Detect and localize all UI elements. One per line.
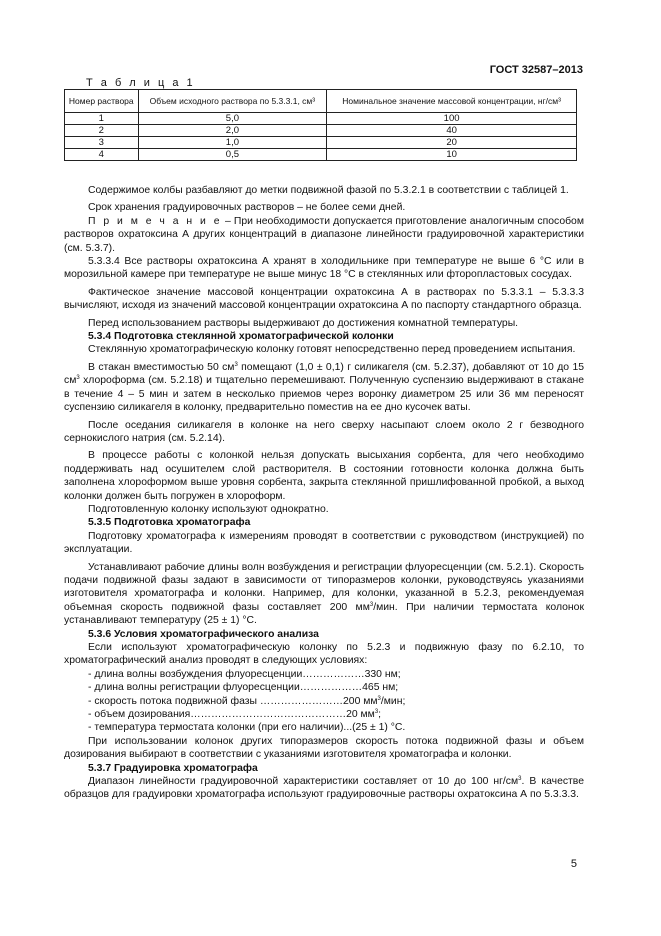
note-label: П р и м е ч а н и е bbox=[88, 215, 222, 227]
table-row bbox=[65, 137, 577, 149]
table-row bbox=[65, 125, 577, 137]
page-number: 5 bbox=[570, 858, 577, 870]
text-run: - объем дозирования………………………………………20 мм bbox=[88, 709, 375, 721]
list-item bbox=[64, 708, 584, 721]
section-heading: 5.3.4 Подготовка стеклянной хроматографической колонки bbox=[88, 331, 394, 343]
superscript: 3 bbox=[374, 709, 379, 716]
table-header-cell: Номинальное значение массовой концентрации, нг/см³ bbox=[327, 90, 577, 113]
paragraph: Срок хранения градуировочных растворов – не более семи дней. bbox=[88, 202, 406, 214]
table-cell: 2,0 bbox=[138, 125, 327, 137]
table-cell: 0,5 bbox=[138, 149, 327, 161]
paragraph: Подготовку хроматографа к измерениям проводят в соответствии с руководством (инструкцией) по эксплуатации. bbox=[64, 530, 584, 556]
standard-number: ГОСТ 32587–2013 bbox=[489, 64, 583, 76]
note bbox=[64, 215, 584, 255]
paragraph: Стеклянную хроматографическую колонку готовят непосредственно перед проведением испытания. bbox=[88, 344, 576, 356]
superscript: 3 bbox=[377, 695, 381, 702]
paragraph: Перед использованием растворы выдерживают до достижения комнатной температуры. bbox=[88, 317, 519, 329]
paragraph: Подготовленную колонку используют однократно. bbox=[88, 503, 329, 515]
table-cell: 1,0 bbox=[138, 137, 327, 149]
superscript: 3 bbox=[369, 601, 374, 608]
table-cell: 4 bbox=[65, 149, 139, 161]
section-heading: 5.3.5 Подготовка хроматографа bbox=[88, 517, 251, 529]
paragraph: При использовании колонок других типоразмеров скорость потока подвижной фазы и объем дозирования выбирают в соответствии с указаниями изготовителя хроматографа и колонки. bbox=[64, 735, 584, 761]
table-cell: 20 bbox=[327, 137, 577, 149]
table-header-cell: Объем исходного раствора по 5.3.3.1, см³ bbox=[138, 90, 327, 113]
text-run: /мин; bbox=[380, 695, 406, 707]
superscript: 3 bbox=[76, 375, 80, 382]
text-run: ; bbox=[378, 709, 382, 721]
text-run: хлороформа (см. 5.2.18) и тщательно перемешивают. Полученную суспензию выдерживают в стакане в течение 4 – 5 мин и затем в несколько приемов через воронку диаметром 25 или 36 мм переносят суспензию силикагеля в колонку, предварительно поместив на ее дно кусочек ваты. bbox=[64, 375, 584, 414]
table-cell: 2 bbox=[65, 125, 139, 137]
paragraph: После оседания силикагеля в колонке на него сверху насыпают слоем около 2 г безводного сернокислого натрия (см. 5.2.14). bbox=[64, 419, 584, 444]
superscript: 3 bbox=[234, 361, 238, 368]
list-item: - длина волны регистрации флуоресценции………………465 нм; bbox=[88, 682, 399, 694]
table-cell: 40 bbox=[327, 125, 577, 137]
table-cell: 3 bbox=[65, 137, 139, 149]
paragraph: Фактическое значение массовой концентрации охратоксина А в растворах по 5.3.3.1 – 5.3.3.3 вычисляют, исходя из значений массовой концентрации охратоксина А по паспорту стандартного образца. bbox=[64, 286, 584, 312]
text-run: - скорость потока подвижной фазы ……………………200 мм bbox=[88, 695, 378, 707]
list-item: - температура термостата колонки (при его наличии)...(25 ± 1) °С. bbox=[88, 722, 406, 734]
text-run: помещают (1,0 ± 0,1) г силикагеля (см. 5.2.37), добавляют от 10 до 15 см bbox=[64, 361, 585, 387]
table-cell: 100 bbox=[327, 113, 577, 125]
document-body bbox=[64, 184, 584, 802]
text-run: /мин. При наличии термостата колонок устанавливают температуру (25 ± 1) °С. bbox=[64, 601, 584, 627]
table-cell: 1 bbox=[65, 113, 139, 125]
table-cell: 10 bbox=[327, 149, 577, 161]
list-item bbox=[64, 695, 584, 708]
text-run: Устанавливают рабочие длины волн возбуждения и регистрации флуоресценции (см. 5.2.1). Скорость подачи подвижной фазы задают в зависимости от типоразмеров колонки, руководствуясь указаниями изготовителя хроматографа и колонки. Например, для колонки, указанной в 5.2.3, рекомендуемая объемная скорость подвижной фазы составляет 200 мм bbox=[64, 561, 584, 613]
paragraph bbox=[64, 361, 584, 415]
paragraph bbox=[64, 775, 584, 802]
section-heading: 5.3.6 Условия хроматографического анализа bbox=[88, 628, 319, 640]
text-run: В стакан вместимостью 50 см bbox=[88, 361, 235, 373]
paragraph: Содержимое колбы разбавляют до метки подвижной фазой по 5.3.2.1 в соответствии с таблицей 1. bbox=[88, 185, 569, 196]
table-header-row bbox=[65, 90, 577, 113]
section-heading: 5.3.7 Градуировка хроматографа bbox=[88, 762, 258, 774]
superscript: 3 bbox=[518, 776, 522, 783]
table-cell: 5,0 bbox=[138, 113, 327, 125]
text-run: Диапазон линейности градуировочной характеристики составляет от 10 до 100 нг/см bbox=[88, 776, 519, 788]
text-run: . В качестве образцов для градуировки хроматографа используют градуировочные растворы охратоксина А по 5.3.3.3. bbox=[64, 776, 584, 801]
table-row bbox=[65, 113, 577, 125]
paragraph: 5.3.3.4 Все растворы охратоксина А хранят в холодильнике при температуре не выше 6 °С или в морозильной камере при температуре не выше минус 18 °С в стеклянных или фторопластовых сосудах. bbox=[64, 256, 584, 281]
paragraph: Если используют хроматографическую колонку по 5.2.3 и подвижную фазу по 6.2.10, то хроматографический анализ проводят в следующих условиях: bbox=[64, 642, 584, 667]
table-header-cell: Номер раствора bbox=[65, 90, 139, 113]
paragraph: В процессе работы с колонкой нельзя допускать высыхания сорбента, для чего необходимо поддерживать над осушителем слой растворителя. В состоянии готовности колонка должна быть заполнена хлороформом выше уровня сорбента, закрыта стеклянной пришлифованной пробкой, а выход колонки должен быть погружен в хлороформ. bbox=[64, 450, 584, 502]
table-caption: Т а б л и ц а 1 bbox=[86, 77, 196, 89]
table-1 bbox=[64, 89, 577, 161]
table-row bbox=[65, 149, 577, 161]
list-item: - длина волны возбуждения флуоресценции………………330 нм; bbox=[88, 668, 401, 680]
note-body: – При необходимости допускается приготовление аналогичным способом растворов охратоксина А других концентраций в диапазоне линейности градуировочной характеристики (см. 5.3.7). bbox=[64, 215, 584, 254]
paragraph bbox=[64, 561, 584, 628]
